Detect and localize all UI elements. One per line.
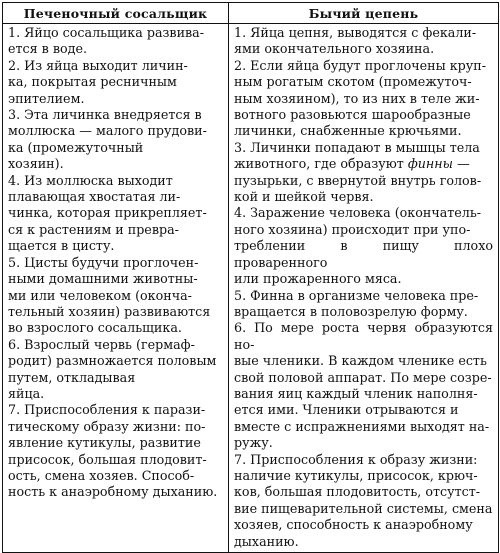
tapeworm-item: 7. Приспособления к образу жизни: наличие кутикулы, присосок, крюч- ков, большая плодовитость, отсутст- вие пищеварительной системы, смена хозяев, способность к анаэробному дыханию. xyxy=(234,451,493,549)
liver-fluke-item: 4. Из моллюска выходит плавающая хвостатая ли- чинка, которая прикрепляет- ся к растениям и превра- щается в цисту. xyxy=(8,172,207,254)
column-liver-fluke xyxy=(3,24,229,553)
comparison-table xyxy=(2,2,499,553)
header-beef-tapeworm: Бычий цепень xyxy=(229,3,499,24)
liver-fluke-item: 1. Яйцо сосальщика развива- ется в воде. xyxy=(8,25,205,57)
column-beef-tapeworm xyxy=(229,24,499,553)
liver-fluke-item: 7. Приспособления к парази- тическому образу жизни: по- явление кутикулы, развитие присосок, большая плодовит- ость, смена хозяев. Способ- ность к анаэробному дыханию. xyxy=(8,402,218,500)
tapeworm-item: 5. Финна в организме человека пре- вращается в половозрелую форму. xyxy=(234,287,479,319)
table-header-row xyxy=(3,3,499,24)
header-liver-fluke: Печеночный сосальщик xyxy=(3,3,229,24)
tapeworm-item-text: 3. Личинки попадают в мышцы тела животного, где образуют xyxy=(234,139,480,172)
tapeworm-item: 4. Заражение человека (окончатель- ного хозяина) происходит при упо- треблении в пищу плохо проваренного или прожаренного мяса. xyxy=(234,205,493,287)
tapeworm-item: 2. Если яйца будут проглочены круп- ным рогатым скотом (промежуточ- ным хозяином), то из них в теле жи- вотного разовьются шарообразные личинки, снабженные крючьями. xyxy=(234,57,487,139)
liver-fluke-item: 3. Эта личинка внедряется в моллюска — малого прудови- ка (промежуточный хозяин). xyxy=(8,107,207,172)
tapeworm-item: 6. По мере роста червя образуются но- вые членики. В каждом членике есть свой половой аппарат. По мере созре- вания яиц каждый членик наполня- ется ими. Членики отрываются и вместе с испражнениями выходят на- ружу. xyxy=(234,320,493,451)
tapeworm-item-text: — пузырьки, с ввернутой внутрь голов- кой и шейкой червя. xyxy=(234,156,482,205)
term-finny: финны xyxy=(407,156,453,172)
liver-fluke-item: 2. Из яйца выходит личин- ка, покрытая ресничным эпителием. xyxy=(8,57,188,106)
tapeworm-item: 1. Яйца цепня, выводятся с фекали- ями окончательного хозяина. xyxy=(234,25,477,57)
tapeworm-item xyxy=(234,140,493,206)
liver-fluke-item: 6. Взрослый червь (гермаф- родит) размножается половым путем, откладывая яйца. xyxy=(8,336,217,401)
liver-fluke-item: 5. Цисты будучи проглочен- ными домашними животны- ми или человеком (оконча- тельный хозяин) развиваются во взрослого сосальщика. xyxy=(8,254,211,336)
table-body-row xyxy=(3,24,499,553)
